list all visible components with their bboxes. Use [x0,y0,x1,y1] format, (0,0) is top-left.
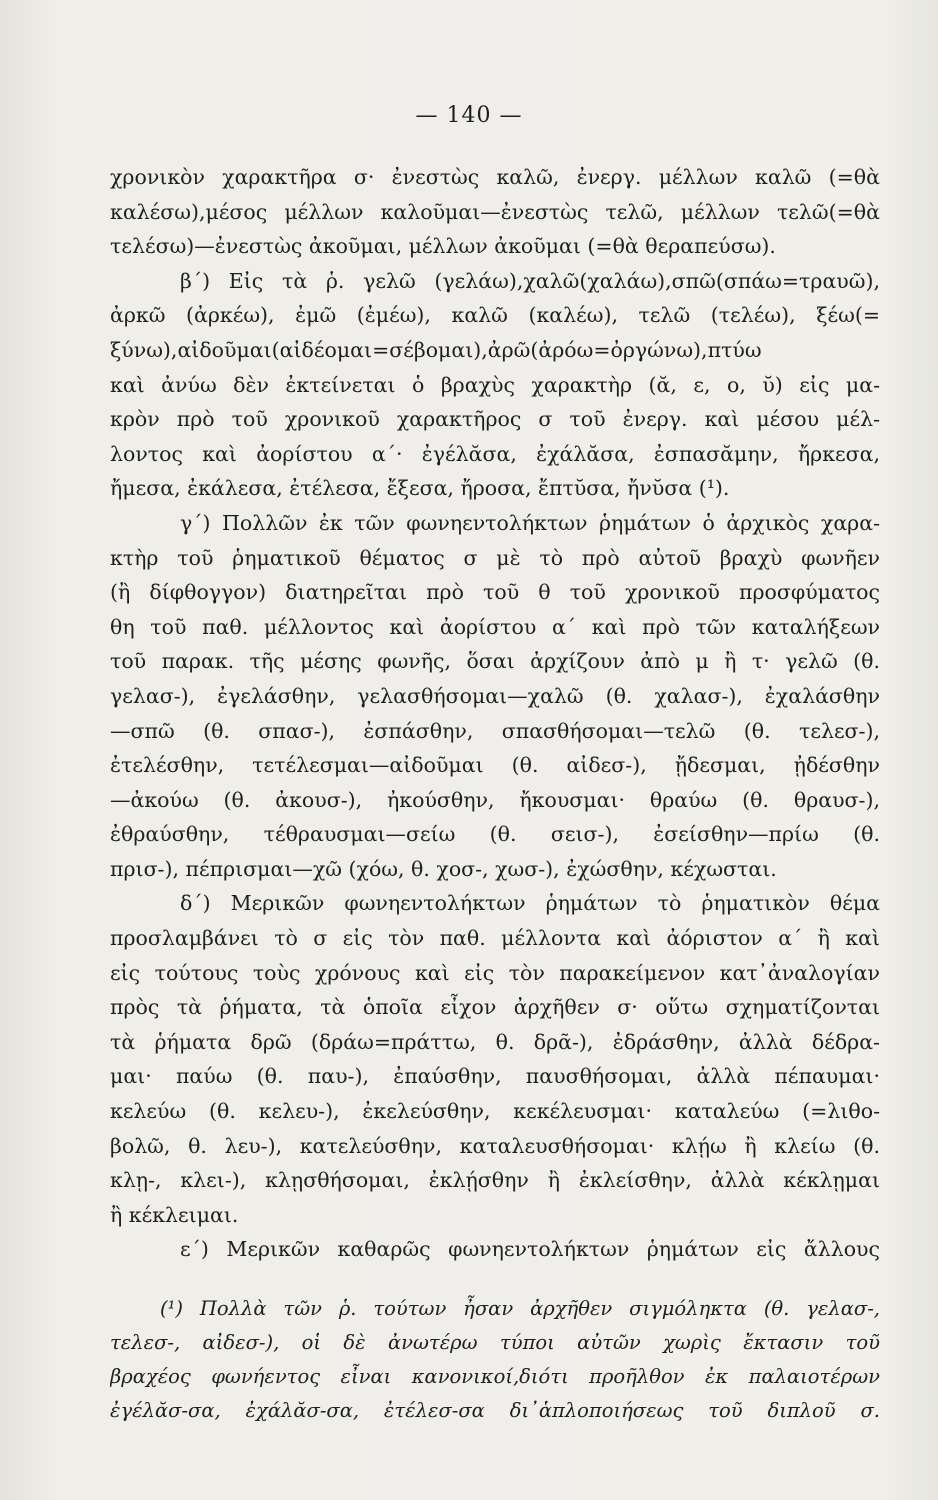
text-line: β΄) Εἰς τὰ ῥ. γελῶ (γελάω),χαλῶ(χαλάω),σπῶ(σπάω=τραυῶ), [180,268,880,293]
text-line: πρὸς τὰ ῥήματα, τὰ ὁποῖα εἶχον ἀρχῆθεν σ· οὕτω σχηματίζονται [110,995,880,1020]
text-line: γ΄) Πολλῶν ἐκ τῶν φωνηεντολήκτων ῥημάτων ὁ ἀρχικὸς χαρα- [180,510,880,535]
body-text [110,160,880,1267]
text-line: κελεύω (θ. κελευ-), ἐκελεύσθην, κεκέλευσμαι· καταλεύω (=λιθο- [110,1099,880,1124]
text-line: μαι· παύω (θ. παυ-), ἐπαύσθην, παυσθήσομαι, ἀλλὰ πέπαυμαι· [110,1064,880,1089]
text-line: τὰ ῥήματα δρῶ (δράω=πράττω, θ. δρᾶ-), ἐδράσθην, ἀλλὰ δέδρα- [110,1029,880,1054]
text-line: βολῶ, θ. λευ-), κατελεύσθην, καταλευσθήσομαι· κλῄω ἢ κλείω (θ. [110,1133,880,1158]
text-line: δ΄) Μερικῶν φωνηεντολήκτων ῥημάτων τὸ ῥηματικὸν θέμα [180,891,880,916]
text-line: πρισ-), πέπρισμαι—χῶ (χόω, θ. χοσ-, χωσ-), ἐχώσθην, κέχωσται. [110,856,777,881]
footnote-line: ἐγέλᾰσ-σα, ἐχάλᾰσ-σα, ἐτέλεσ-σα δι᾿ἁπλοποιήσεως τοῦ διπλοῦ σ. [110,1399,880,1422]
text-line: —σπῶ (θ. σπασ-), ἐσπάσθην, σπασθήσομαι—τελῶ (θ. τελεσ-), [110,718,880,743]
text-line: ε΄) Μερικῶν καθαρῶς φωνηεντολήκτων ῥημάτων εἰς ἄλλους [180,1237,880,1262]
text-line: λοντος καὶ ἀορίστου α΄· ἐγέλᾰσα, ἐχάλᾰσα, ἐσπασᾰμην, ἤρκεσα, [110,441,880,466]
text-line: ἤμεσα, ἐκάλεσα, ἐτέλεσα, ἔξεσα, ἤροσα, ἔπτῠσα, ἤνῠσα (¹). [110,476,730,501]
text-line: καὶ ἀνύω δὲν ἐκτείνεται ὁ βραχὺς χαρακτὴρ (ᾰ, ε, ο, ῠ) εἰς μα- [110,372,880,397]
text-line: κτὴρ τοῦ ῥηματικοῦ θέματος σ μὲ τὸ πρὸ αὐτοῦ βραχὺ φωνῆεν [110,545,880,570]
text-line: —ἀκούω (θ. ἀκουσ-), ἠκούσθην, ἤκουσμαι· θραύω (θ. θραυσ-), [110,787,880,812]
text-line: εἰς τούτους τοὺς χρόνους καὶ εἰς τὸν παρακείμενον κατ᾿ἀναλογίαν [110,960,880,985]
text-line: τελέσω)—ἐνεστὼς ἀκοῦμαι, μέλλων ἀκοῦμαι (=θὰ θεραπεύσω). [110,234,776,259]
footnote-line: τελεσ-, αἰδεσ-), οἱ δὲ ἀνωτέρω τύποι αὐτῶν χωρὶς ἔκτασιν τοῦ [110,1331,880,1354]
text-line: γελασ-), ἐγελάσθην, γελασθήσομαι—χαλῶ (θ. χαλασ-), ἐχαλάσθην [110,683,880,708]
footnote-line: (¹) Πολλὰ τῶν ῥ. τούτων ἦσαν ἀρχῆθεν σιγμόληκτα (θ. γελασ-, [160,1297,880,1320]
footnote [110,1292,880,1428]
text-line: τοῦ παρακ. τῆς μέσης φωνῆς, ὅσαι ἀρχίζουν ἀπὸ μ ἢ τ· γελῶ (θ. [110,649,880,674]
text-line: ἢ κέκλειμαι. [110,1202,239,1227]
text-line: καλέσω),μέσος μέλλων καλοῦμαι—ἐνεστὼς τελῶ, μέλλων τελῶ(=θὰ [110,199,880,224]
text-line: (ἢ δίφθογγον) διατηρεῖται πρὸ τοῦ θ τοῦ χρονικοῦ προσφύματος [110,580,880,605]
text-line: ἐτελέσθην, τετέλεσμαι—αἰδοῦμαι (θ. αἰδεσ-), ᾔδεσμαι, ᾐδέσθην [110,753,880,778]
text-line: ἐθραύσθην, τέθραυσμαι—σείω (θ. σεισ-), ἐσείσθην—πρίω (θ. [110,822,880,847]
text-line: ἀρκῶ (ἀρκέω), ἐμῶ (ἐμέω), καλῶ (καλέω), τελῶ (τελέω), ξέω(= [110,303,880,328]
text-line: θη τοῦ παθ. μέλλοντος καὶ ἀορίστου α΄ καὶ πρὸ τῶν καταλήξεων [110,614,880,639]
text-line: χρονικὸν χαρακτῆρα σ· ἐνεστὼς καλῶ, ἐνεργ. μέλλων καλῶ (=θὰ [110,165,880,189]
text-line: προσλαμβάνει τὸ σ εἰς τὸν παθ. μέλλοντα καὶ ἀόριστον α΄ ἢ καὶ [110,926,880,951]
footnote-line: βραχέος φωνήεντος εἶναι κανονικοί,διότι προῆλθον ἐκ παλαιοτέρων [110,1365,880,1388]
text-line: ξύνω),αἰδοῦμαι(αἰδέομαι=σέβομαι),ἀρῶ(ἀρόω=ὀργώνω),πτύω [110,337,762,362]
text-line: κρὸν πρὸ τοῦ χρονικοῦ χαρακτῆρος σ τοῦ ἐνεργ. καὶ μέσου μέλ- [110,407,880,432]
page-number: — 140 — [415,103,523,128]
text-line: κλῃ-, κλει-), κλῃσθήσομαι, ἐκλῄσθην ἢ ἐκλείσθην, ἀλλὰ κέκλῃμαι [110,1168,880,1193]
